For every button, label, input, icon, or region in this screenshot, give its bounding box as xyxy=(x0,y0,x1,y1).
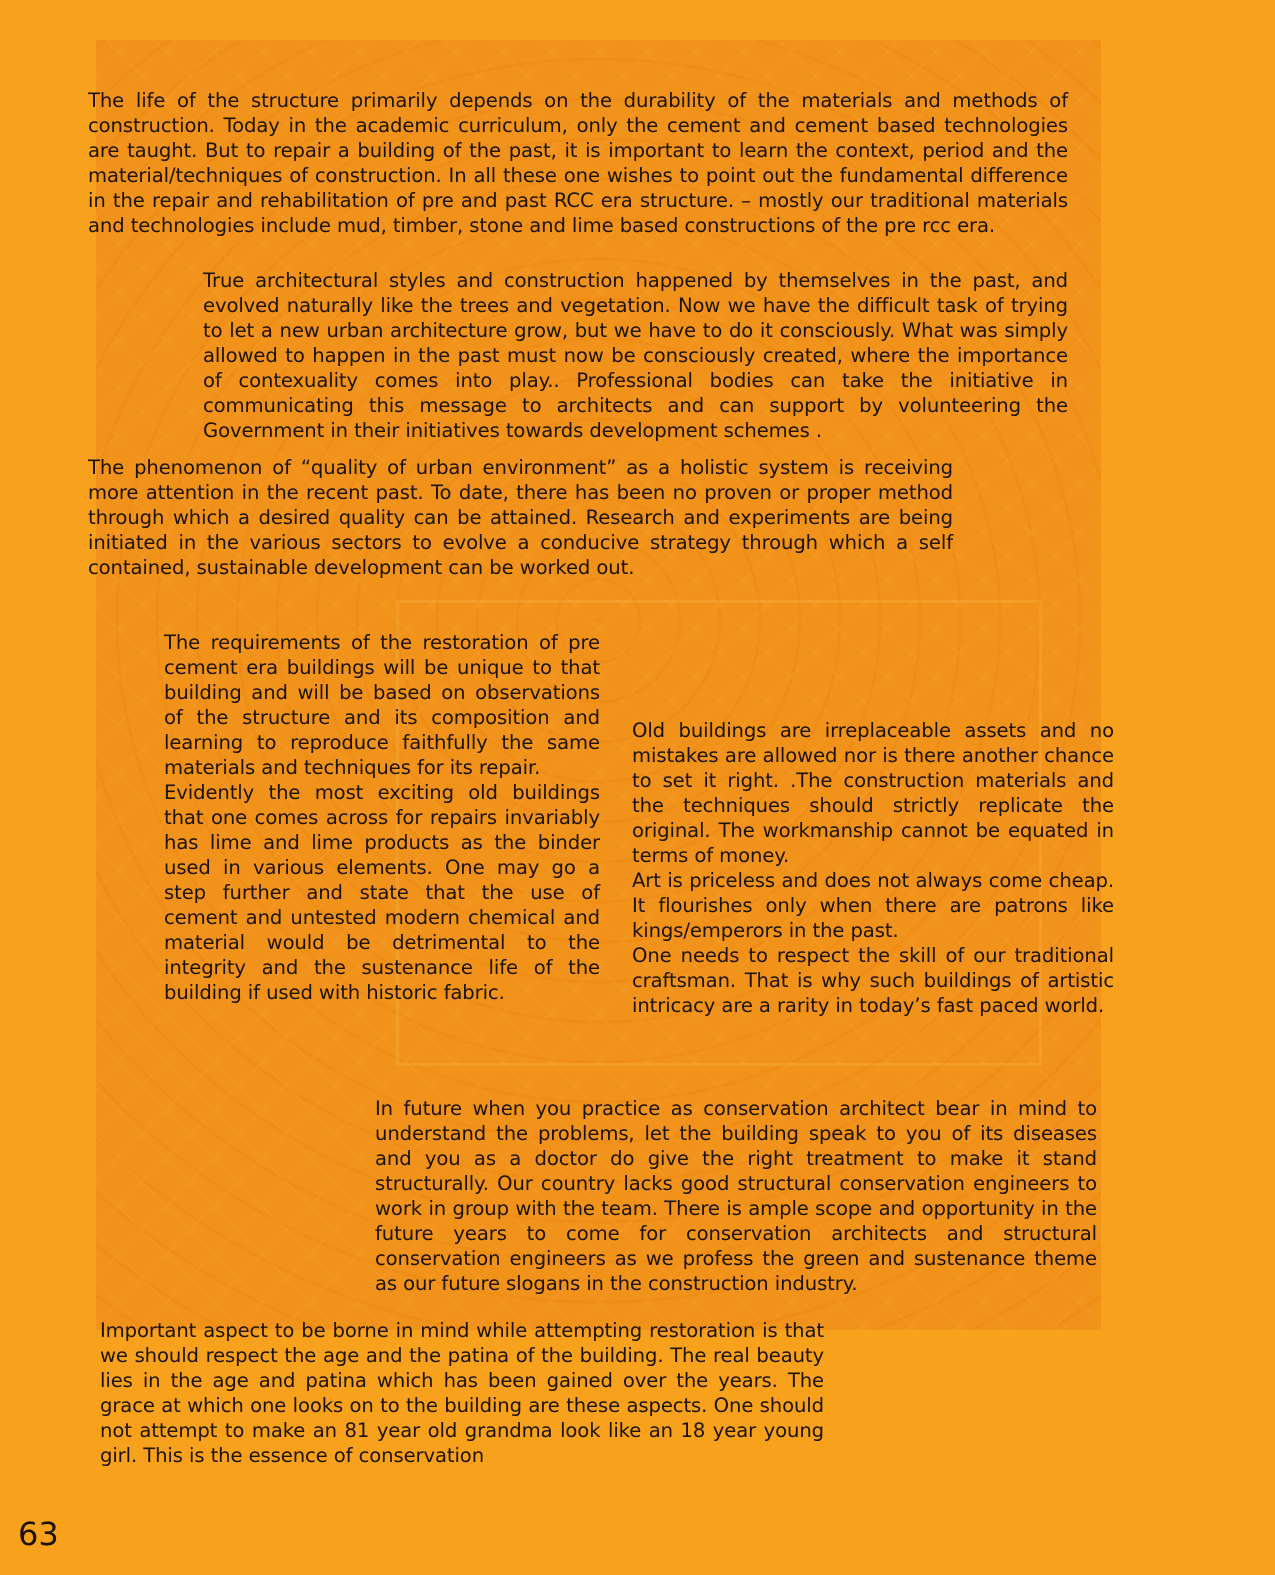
paragraph-lime-binder: Evidently the most exciting old buildings that one comes across for repairs invariably has lime and lime products as the binder used in various elements. One may go a step further and state that the use of cement and untested modern chemical and material would be detrimental to the integrity and the sustenance life of the building if used with historic fabric. xyxy=(164,781,600,1004)
paragraph-future-practice-text: In future when you practice as conservation architect bear in mind to understand the problems, let the building speak to you of its diseases and you as a doctor do give the right treatment to make it stand structurally. Our country lacks good structural conservation engineers to work in group with the team. There is ample scope and opportunity in the future years to come for conservation architects and structural conservation engineers as we profess the green and sustenance theme as our future slogans in the construction industry. xyxy=(375,1097,1097,1295)
page-number: 63 xyxy=(18,1515,59,1553)
column-restoration-requirements xyxy=(164,630,600,1005)
paragraph-durability xyxy=(88,88,1068,238)
paragraph-urban-environment xyxy=(88,455,953,580)
paragraph-age-and-patina xyxy=(100,1318,824,1468)
paragraph-craftsman-skill: One needs to respect the skill of our traditional craftsman. That is why such buildings of artistic intricacy are a rarity in today’s fast paced world. xyxy=(632,944,1114,1017)
paragraph-architectural-styles xyxy=(203,268,1068,443)
paragraph-art-priceless: Art is priceless and does not always come cheap. It flourishes only when there are patrons like kings/emperors in the past. xyxy=(632,869,1114,942)
paragraph-irreplaceable-assets: Old buildings are irreplaceable assets and no mistakes are allowed nor is there another chance to set it right. .The construction materials and the techniques should strictly replicate the original. The workmanship cannot be equated in terms of money. xyxy=(632,719,1114,867)
paragraph-durability-text: The life of the structure primarily depends on the durability of the materials and methods of construction. Today in the academic curriculum, only the cement and cement based technologies are taught. But to repair a building of the past, it is important to learn the context, period and the material/techniques of construction. In all these one wishes to point out the fundamental difference in the repair and rehabilitation of pre and past RCC era structure. – mostly our traditional materials and technologies include mud, timber, stone and lime based constructions of the pre rcc era. xyxy=(88,89,1068,237)
column-old-buildings xyxy=(632,718,1114,1018)
paragraph-urban-environment-text: The phenomenon of “quality of urban environment” as a holistic system is receiving more attention in the recent past. To date, there has been no proven or proper method through which a desired quality can be attained. Research and experiments are being initiated in the various sectors to evolve a conducive strategy through which a self contained, sustainable development can be worked out. xyxy=(88,456,953,579)
paragraph-age-and-patina-text: Important aspect to be borne in mind while attempting restoration is that we should respect the age and the patina of the building. The real beauty lies in the age and patina which has been gained over the years. The grace at which one looks on to the building are these aspects. One should not attempt to make an 81 year old grandma look like an 18 year young girl. This is the essence of conservation xyxy=(100,1319,824,1467)
paragraph-architectural-styles-text: True architectural styles and construction happened by themselves in the past, and evolved naturally like the trees and vegetation. Now we have the difficult task of trying to let a new urban architecture grow, but we have to do it consciously. What was simply allowed to happen in the past must now be consciously created, where the importance of contexuality comes into play.. Professional bodies can take the initiative in communicating this message to architects and can support by volunteering the Government in their initiatives towards development schemes . xyxy=(203,269,1068,442)
paragraph-future-practice xyxy=(375,1096,1097,1296)
paragraph-restoration-requirements: The requirements of the restoration of pre cement era buildings will be unique to that building and will be based on observations of the structure and its composition and learning to reproduce faithfully the same materials and techniques for its repair. xyxy=(164,631,600,779)
